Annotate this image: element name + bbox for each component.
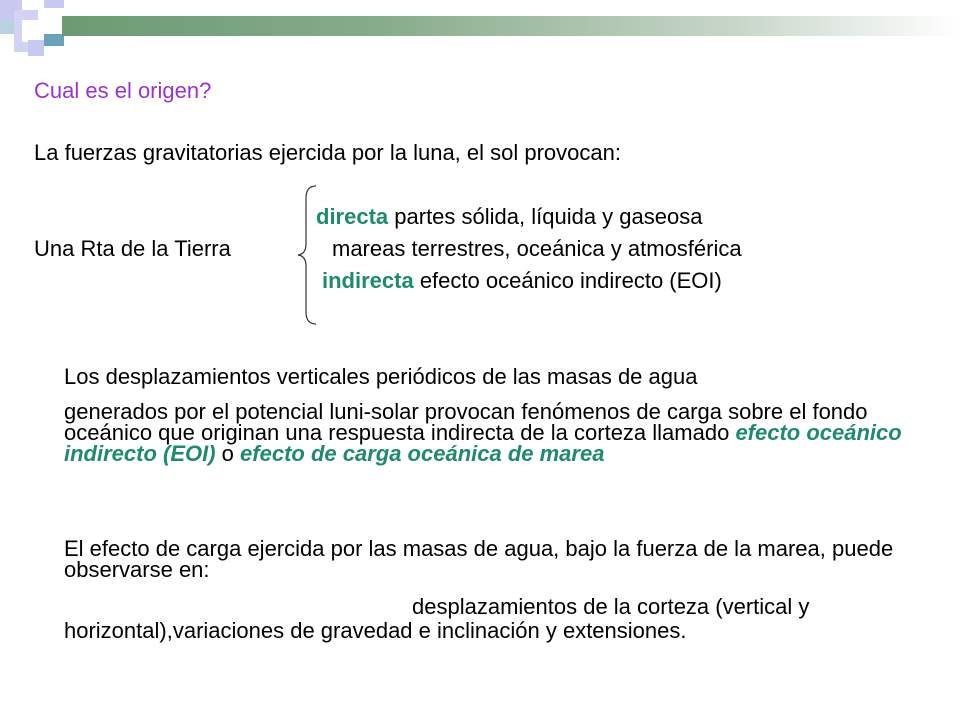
emphasis-eoi: efecto oceánico indirecto (EOI): [64, 420, 902, 466]
paragraph3-first-line: desplazamientos de la corteza (vertical y: [412, 594, 810, 619]
left-brace-icon: [296, 184, 318, 326]
branch-indirecta: [322, 268, 722, 294]
top-gradient-bar: [62, 16, 960, 36]
slide-heading: Cual es el origen?: [34, 78, 212, 103]
emphasis-carga-oceanica: efecto de carga oceánica de marea: [240, 441, 605, 466]
decor-square: [22, 20, 44, 42]
branch-indirecta-text: efecto oceánico indirecto (EOI): [413, 268, 722, 293]
paragraph1-text: generados por el potencial luni-solar provocan fenómenos de carga sobre el fondo oceánico que originan una respuesta indirecta de la corteza llamado: [64, 399, 868, 445]
keyword-indirecta: indirecta: [322, 268, 414, 293]
keyword-directa: directa: [316, 204, 389, 229]
intro-text: La fuerzas gravitatorias ejercida por la luna, el sol provocan:: [34, 140, 621, 165]
paragraph1-connector: o: [215, 441, 241, 466]
branch-directa-text: partes sólida, líquida y gaseosa: [388, 204, 703, 229]
decor-square: [28, 40, 44, 56]
decor-square: [0, 20, 14, 34]
rta-label: Una Rta de la Tierra: [34, 236, 231, 261]
paragraph3-second-line: horizontal),variaciones de gravedad e inclinación y extensiones.: [64, 618, 687, 643]
branch-directa: [316, 204, 702, 230]
paragraph1-body: [64, 401, 920, 464]
paragraph2: El efecto de carga ejercida por las masas de agua, bajo la fuerza de la marea, puede observarse en:: [64, 536, 894, 582]
branch-mareas: mareas terrestres, oceánica y atmosférica: [332, 236, 742, 261]
paragraph1-first-line: Los desplazamientos verticales periódicos de las masas de agua: [64, 364, 698, 389]
